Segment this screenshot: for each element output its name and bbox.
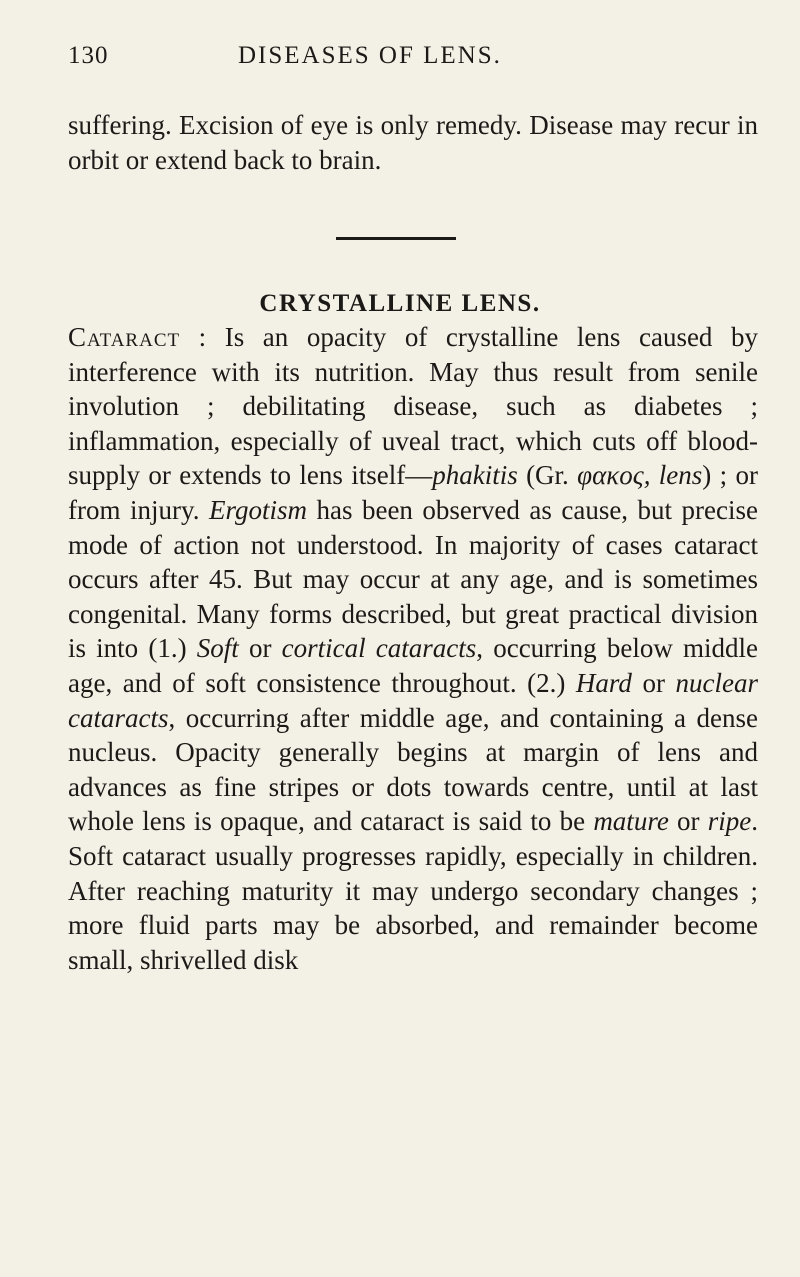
paragraph-continued: suffering. Excision of eye is only remedy. Disease may recur in orbit or extend back to brain. — [68, 110, 758, 175]
italic-term: Hard — [575, 667, 632, 698]
text-run: : Is an opacity of crystalline lens caused by interference with its nutrition. May thus result from senile involution ; debilitating disease, such as diabetes ; inflammation, especially of uveal tract, which cuts off blood-supply or extends to lens itself— — [68, 322, 758, 491]
italic-term: Soft — [196, 633, 239, 664]
text-run: . Soft cataract usually progresses rapidly, especially in children. After reaching maturity it may undergo secondary changes ; more fluid parts may be absorbed, and remainder become small, shrivelled disk — [68, 806, 758, 975]
text-run: (Gr. — [517, 460, 578, 491]
paragraph-cataract — [68, 320, 758, 977]
italic-term: nuclear cataracts — [68, 667, 758, 733]
text-run: , occurring below middle age, and of soft consistence throughout. (2.) — [68, 633, 758, 698]
text-run: or — [668, 806, 708, 837]
term-cataract: Cataract — [68, 322, 181, 352]
running-title: DISEASES OF LENS. — [238, 42, 502, 69]
italic-term: cortical cataracts — [281, 633, 477, 664]
section-heading: CRYSTALLINE LENS. — [259, 290, 541, 317]
page-header — [68, 42, 668, 82]
text-run: or — [631, 667, 676, 698]
text-run: , occurring after middle age, and containing a dense nucleus. Opacity generally begins at margin of lens and advances as fine stripes or dots towards centre, until at last whole lens is opaque, and cataract is said to be — [68, 702, 758, 837]
section-divider-rule — [336, 237, 456, 240]
page-number: 130 — [68, 42, 109, 69]
italic-term: phakitis — [432, 460, 518, 491]
text-run: has been observed as cause, but precise mode of action not understood. In majority of cases cataract occurs after 45. But may occur at any age, and is sometimes congenital. Many forms described, but great practical division is into (1.) — [68, 494, 758, 664]
italic-term: ripe — [707, 806, 752, 837]
italic-term: mature — [593, 806, 669, 837]
italic-term: φακος, lens — [577, 460, 703, 491]
text-run: ) ; or from injury. — [68, 460, 758, 525]
italic-term: Ergotism — [208, 494, 307, 525]
text-run: or — [238, 633, 282, 664]
